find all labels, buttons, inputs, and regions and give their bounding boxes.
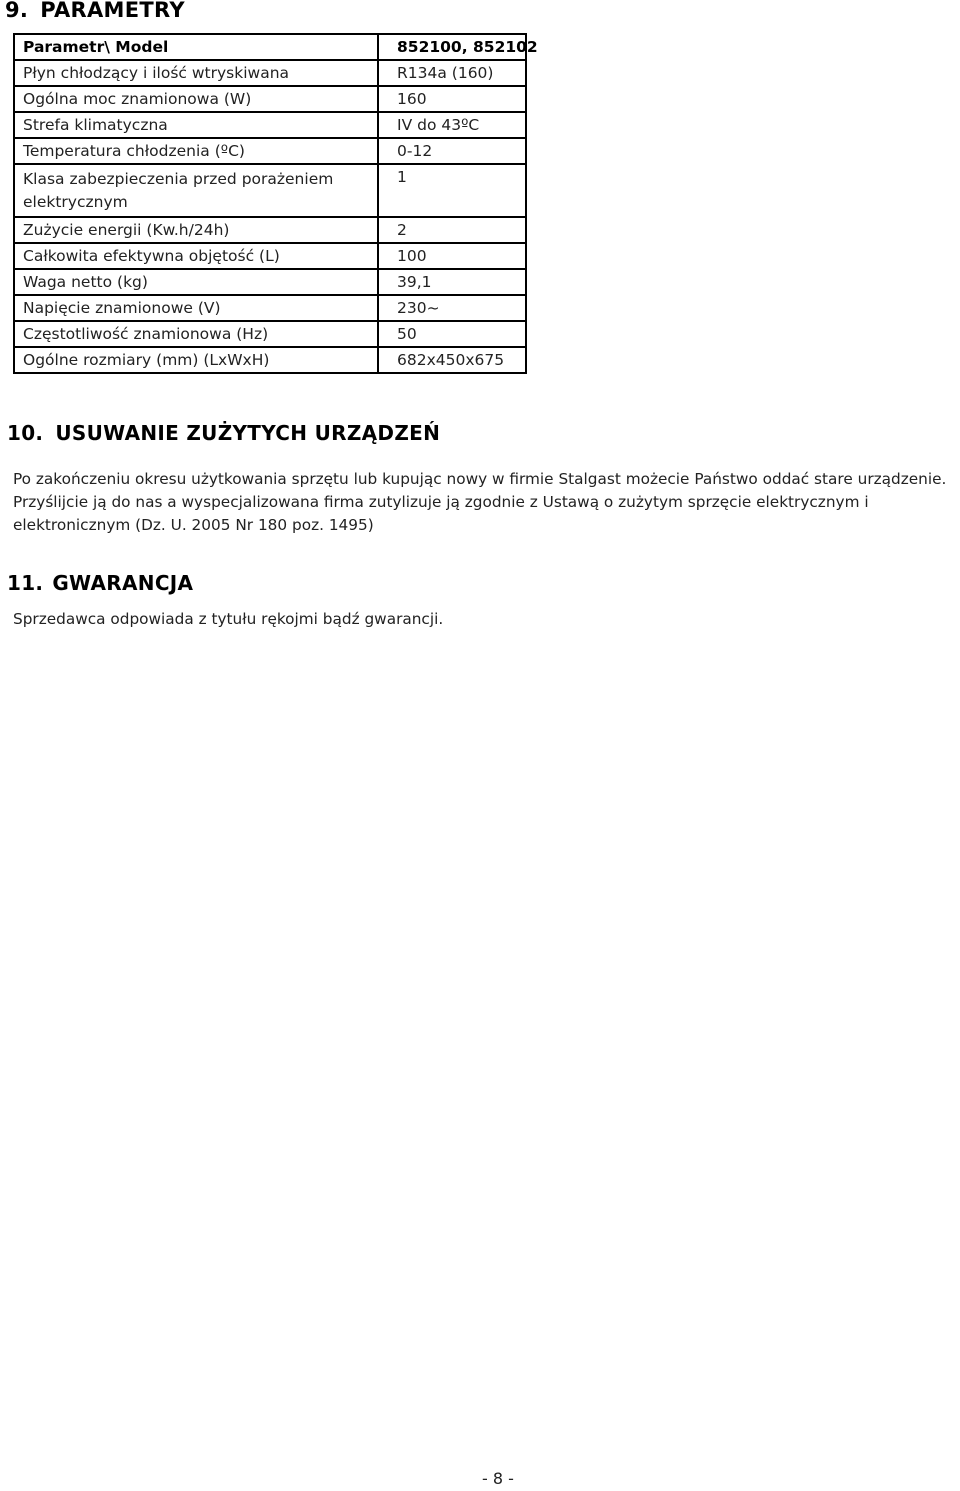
param-value: 2 bbox=[378, 217, 526, 243]
param-value: 100 bbox=[378, 243, 526, 269]
param-label: Napięcie znamionowe (V) bbox=[14, 295, 378, 321]
table-row bbox=[14, 269, 526, 295]
table-row bbox=[14, 243, 526, 269]
table-row bbox=[14, 295, 526, 321]
table-row bbox=[14, 217, 526, 243]
param-value: 1 bbox=[378, 164, 526, 217]
param-value: IV do 43ºC bbox=[378, 112, 526, 138]
section-title: USUWANIE ZUŻYTYCH URZĄDZEŃ bbox=[55, 421, 441, 445]
table-header-row bbox=[14, 34, 526, 60]
section-11-heading bbox=[7, 571, 193, 595]
param-value: 230~ bbox=[378, 295, 526, 321]
table-row bbox=[14, 321, 526, 347]
section-9-heading bbox=[5, 0, 185, 22]
param-label: Całkowita efektywna objętość (L) bbox=[14, 243, 378, 269]
param-label: Częstotliwość znamionowa (Hz) bbox=[14, 321, 378, 347]
param-label: Ogólna moc znamionowa (W) bbox=[14, 86, 378, 112]
param-value: 39,1 bbox=[378, 269, 526, 295]
warranty-paragraph: Sprzedawca odpowiada z tytułu rękojmi bądź gwarancji. bbox=[13, 610, 444, 628]
table-row bbox=[14, 86, 526, 112]
param-label: Waga netto (kg) bbox=[14, 269, 378, 295]
param-value: 50 bbox=[378, 321, 526, 347]
table-row bbox=[14, 138, 526, 164]
param-label: Zużycie energii (Kw.h/24h) bbox=[14, 217, 378, 243]
page-number: - 8 - bbox=[482, 1469, 514, 1488]
table-row bbox=[14, 164, 526, 217]
table-row bbox=[14, 60, 526, 86]
header-label-cell: Parametr\ Model bbox=[14, 34, 378, 60]
param-value: 160 bbox=[378, 86, 526, 112]
param-label: Płyn chłodzący i ilość wtryskiwana bbox=[14, 60, 378, 86]
param-value: 0-12 bbox=[378, 138, 526, 164]
param-label: Temperatura chłodzenia (ºC) bbox=[14, 138, 378, 164]
disposal-paragraph: Po zakończeniu okresu użytkowania sprzętu lub kupując nowy w firmie Stalgast możecie Państwo oddać stare urządzenie. Przyślijcie ją do nas a wyspecjalizowana firma zutylizuje ją zgodnie z Ustawą o zużytym sprzęcie elektrycznym i elektronicznym (Dz. U. 2005 Nr 180 poz. 1495) bbox=[13, 470, 947, 534]
table-row bbox=[14, 112, 526, 138]
section-title: PARAMETRY bbox=[40, 0, 185, 22]
param-label: Klasa zabezpieczenia przed porażeniem elektrycznym bbox=[14, 164, 378, 217]
section-10-heading bbox=[7, 421, 440, 445]
section-number: 10. bbox=[7, 421, 44, 445]
param-label: Strefa klimatyczna bbox=[14, 112, 378, 138]
section-number: 9. bbox=[5, 0, 29, 22]
param-label: Ogólne rozmiary (mm) (LxWxH) bbox=[14, 347, 378, 373]
header-value-cell: 852100, 852102 bbox=[378, 34, 526, 60]
section-title: GWARANCJA bbox=[52, 571, 194, 595]
param-value: 682x450x675 bbox=[378, 347, 526, 373]
section-number: 11. bbox=[7, 571, 44, 595]
parameters-table bbox=[13, 33, 538, 374]
table-row bbox=[14, 347, 526, 373]
param-value: R134a (160) bbox=[378, 60, 526, 86]
